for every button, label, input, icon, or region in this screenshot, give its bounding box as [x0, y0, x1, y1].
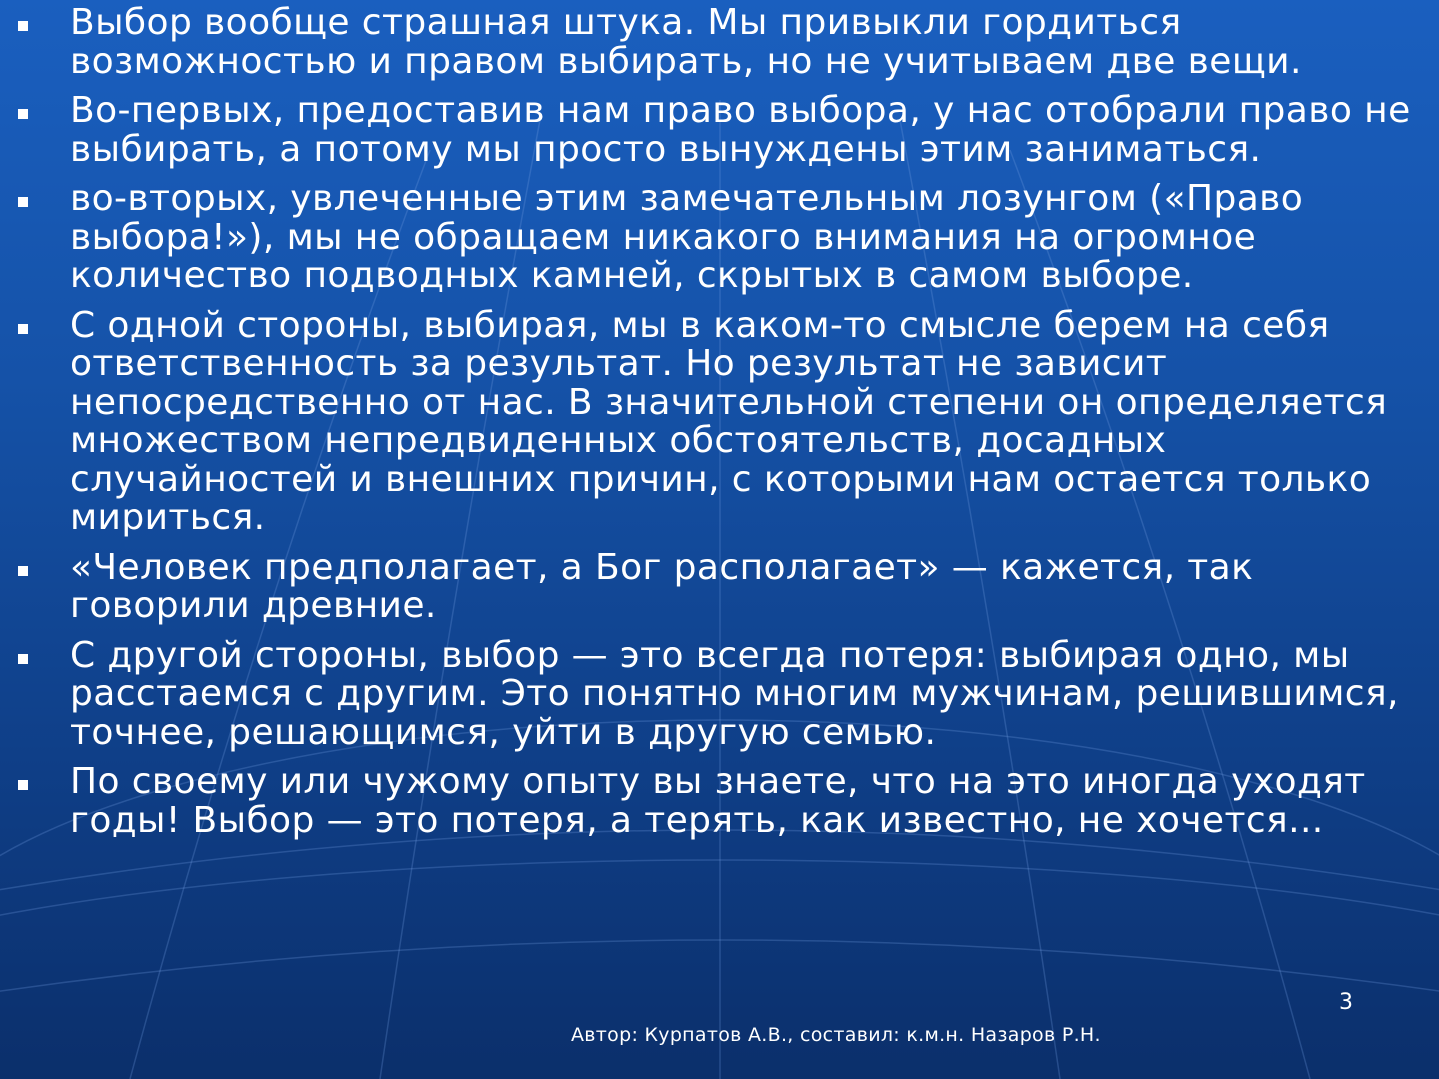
bullet-list	[0, 4, 1439, 851]
footer-author: Автор: Курпатов А.В., составил: к.м.н. Назаров Р.Н.	[571, 1024, 1101, 1046]
bullet-text: Во-первых, предоставив нам право выбора, у нас отобрали право не выбирать, а потому мы просто вынуждены этим заниматься.	[70, 90, 1411, 170]
square-bullet-icon	[18, 654, 28, 664]
square-bullet-icon	[18, 109, 28, 119]
square-bullet-icon	[18, 780, 28, 790]
bullet-text: «Человек предполагает, а Бог располагает» — кажется, так говорили древние.	[70, 546, 1254, 626]
square-bullet-icon	[18, 566, 28, 576]
bullet-item	[0, 634, 1439, 753]
bullet-item	[0, 546, 1439, 626]
bullet-item	[0, 4, 1439, 81]
bullet-item	[0, 180, 1439, 296]
bullet-text: С одной стороны, выбирая, мы в каком-то смысле берем на себя ответственность за результат. Но результат не зависит непосредственно от нас. В значительной степени он определяется множеством непредвиденных обстоятельств, досадных случайностей и внешних причин, с которыми нам остается только мириться.	[70, 304, 1388, 538]
bullet-text: во-вторых, увлеченные этим замечательным лозунгом («Право выбора!»), мы не обращаем никакого внимания на огромное количество подводных камней, скрытых в самом выборе.	[70, 178, 1304, 296]
square-bullet-icon	[18, 324, 28, 334]
bullet-item	[0, 304, 1439, 538]
bullet-text: Выбор вообще страшная штука. Мы привыкли гордиться возможностью и правом выбирать, но не учитываем две вещи.	[70, 2, 1302, 82]
bullet-text: С другой стороны, выбор — это всегда потеря: выбирая одно, мы расстаемся с другим. Это понятно многим мужчинам, решившимся, точнее, решающимся, уйти в другую семью.	[70, 634, 1399, 753]
page-number: 3	[1339, 990, 1353, 1015]
square-bullet-icon	[18, 197, 28, 207]
bullet-item	[0, 92, 1439, 169]
square-bullet-icon	[18, 21, 28, 31]
bullet-text: По своему или чужому опыту вы знаете, что на это иногда уходят годы! Выбор — это потеря, а терять, как известно, не хочется...	[70, 761, 1366, 841]
bullet-item	[0, 763, 1439, 840]
